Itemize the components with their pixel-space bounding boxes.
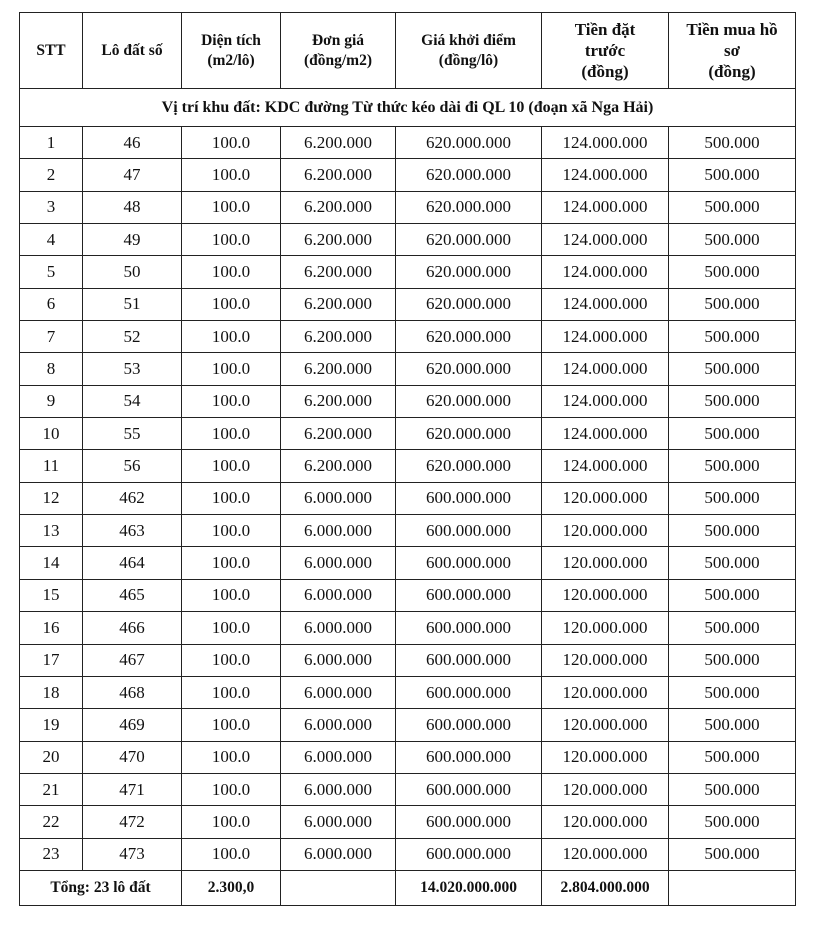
cell-deposit: 124.000.000 — [542, 288, 669, 320]
cell-deposit: 124.000.000 — [542, 127, 669, 159]
cell-dossier-fee: 500.000 — [669, 353, 796, 385]
cell-start-price: 600.000.000 — [396, 806, 542, 838]
cell-stt: 8 — [20, 353, 83, 385]
cell-area: 100.0 — [182, 547, 281, 579]
cell-start-price: 600.000.000 — [396, 773, 542, 805]
cell-start-price: 620.000.000 — [396, 385, 542, 417]
cell-area: 100.0 — [182, 806, 281, 838]
cell-deposit: 120.000.000 — [542, 579, 669, 611]
cell-stt: 11 — [20, 450, 83, 482]
cell-start-price: 600.000.000 — [396, 547, 542, 579]
cell-start-price: 620.000.000 — [396, 418, 542, 450]
cell-area: 100.0 — [182, 385, 281, 417]
table-row — [20, 385, 796, 417]
table-row — [20, 256, 796, 288]
cell-area: 100.0 — [182, 191, 281, 223]
cell-unit-price: 6.000.000 — [281, 676, 396, 708]
cell-deposit: 124.000.000 — [542, 159, 669, 191]
table-row — [20, 547, 796, 579]
cell-lot-number: 51 — [83, 288, 182, 320]
cell-area: 100.0 — [182, 515, 281, 547]
header-start-price: Giá khởi điểm (đồng/lô) — [396, 13, 542, 89]
cell-unit-price: 6.200.000 — [281, 288, 396, 320]
cell-deposit: 120.000.000 — [542, 676, 669, 708]
cell-start-price: 600.000.000 — [396, 838, 542, 870]
cell-stt: 19 — [20, 709, 83, 741]
table-row — [20, 806, 796, 838]
cell-lot-number: 49 — [83, 224, 182, 256]
cell-start-price: 600.000.000 — [396, 515, 542, 547]
cell-stt: 18 — [20, 676, 83, 708]
cell-dossier-fee: 500.000 — [669, 159, 796, 191]
header-deposit: Tiền đặt trước (đồng) — [542, 13, 669, 89]
cell-area: 100.0 — [182, 127, 281, 159]
cell-deposit: 124.000.000 — [542, 256, 669, 288]
cell-unit-price: 6.200.000 — [281, 256, 396, 288]
cell-stt: 6 — [20, 288, 83, 320]
cell-dossier-fee: 500.000 — [669, 127, 796, 159]
table-row — [20, 838, 796, 870]
table-row — [20, 224, 796, 256]
cell-lot-number: 472 — [83, 806, 182, 838]
table-row — [20, 127, 796, 159]
cell-area: 100.0 — [182, 741, 281, 773]
table-row — [20, 450, 796, 482]
cell-start-price: 620.000.000 — [396, 321, 542, 353]
table-row — [20, 418, 796, 450]
cell-area: 100.0 — [182, 644, 281, 676]
cell-start-price: 600.000.000 — [396, 482, 542, 514]
table-row — [20, 288, 796, 320]
cell-stt: 10 — [20, 418, 83, 450]
cell-lot-number: 52 — [83, 321, 182, 353]
cell-dossier-fee: 500.000 — [669, 385, 796, 417]
table-row — [20, 676, 796, 708]
cell-deposit: 120.000.000 — [542, 806, 669, 838]
cell-lot-number: 50 — [83, 256, 182, 288]
cell-stt: 17 — [20, 644, 83, 676]
table-row — [20, 709, 796, 741]
cell-dossier-fee: 500.000 — [669, 773, 796, 805]
cell-stt: 3 — [20, 191, 83, 223]
cell-start-price: 620.000.000 — [396, 288, 542, 320]
cell-unit-price: 6.000.000 — [281, 612, 396, 644]
cell-start-price: 600.000.000 — [396, 676, 542, 708]
cell-unit-price: 6.200.000 — [281, 353, 396, 385]
cell-dossier-fee: 500.000 — [669, 321, 796, 353]
cell-area: 100.0 — [182, 482, 281, 514]
cell-unit-price: 6.000.000 — [281, 709, 396, 741]
cell-unit-price: 6.200.000 — [281, 224, 396, 256]
cell-unit-price: 6.000.000 — [281, 579, 396, 611]
section-row — [20, 89, 796, 127]
cell-unit-price: 6.000.000 — [281, 547, 396, 579]
cell-deposit: 120.000.000 — [542, 482, 669, 514]
cell-stt: 9 — [20, 385, 83, 417]
table-row — [20, 579, 796, 611]
cell-dossier-fee: 500.000 — [669, 676, 796, 708]
cell-lot-number: 46 — [83, 127, 182, 159]
cell-stt: 14 — [20, 547, 83, 579]
table-row — [20, 191, 796, 223]
header-stt: STT — [20, 13, 83, 89]
cell-deposit: 124.000.000 — [542, 450, 669, 482]
cell-stt: 7 — [20, 321, 83, 353]
cell-area: 100.0 — [182, 838, 281, 870]
cell-start-price: 620.000.000 — [396, 353, 542, 385]
cell-unit-price: 6.200.000 — [281, 191, 396, 223]
cell-area: 100.0 — [182, 579, 281, 611]
header-lot-number: Lô đất số — [83, 13, 182, 89]
cell-lot-number: 463 — [83, 515, 182, 547]
table-row — [20, 773, 796, 805]
header-area: Diện tích (m2/lô) — [182, 13, 281, 89]
cell-lot-number: 468 — [83, 676, 182, 708]
cell-dossier-fee: 500.000 — [669, 709, 796, 741]
cell-start-price: 600.000.000 — [396, 709, 542, 741]
cell-unit-price: 6.000.000 — [281, 515, 396, 547]
cell-start-price: 620.000.000 — [396, 127, 542, 159]
cell-dossier-fee: 500.000 — [669, 644, 796, 676]
cell-deposit: 120.000.000 — [542, 612, 669, 644]
cell-dossier-fee: 500.000 — [669, 482, 796, 514]
cell-area: 100.0 — [182, 612, 281, 644]
cell-start-price: 620.000.000 — [396, 159, 542, 191]
table-row — [20, 321, 796, 353]
cell-start-price: 600.000.000 — [396, 612, 542, 644]
cell-deposit: 124.000.000 — [542, 321, 669, 353]
cell-lot-number: 470 — [83, 741, 182, 773]
cell-deposit: 120.000.000 — [542, 838, 669, 870]
cell-deposit: 120.000.000 — [542, 773, 669, 805]
total-deposit: 2.804.000.000 — [542, 871, 669, 906]
cell-area: 100.0 — [182, 773, 281, 805]
cell-deposit: 120.000.000 — [542, 741, 669, 773]
cell-dossier-fee: 500.000 — [669, 288, 796, 320]
cell-deposit: 124.000.000 — [542, 418, 669, 450]
cell-stt: 22 — [20, 806, 83, 838]
cell-dossier-fee: 500.000 — [669, 256, 796, 288]
cell-dossier-fee: 500.000 — [669, 579, 796, 611]
cell-unit-price: 6.200.000 — [281, 127, 396, 159]
header-unit-price: Đơn giá (đồng/m2) — [281, 13, 396, 89]
table-row — [20, 482, 796, 514]
cell-stt: 16 — [20, 612, 83, 644]
header-row — [20, 13, 796, 89]
cell-area: 100.0 — [182, 709, 281, 741]
header-dossier-fee: Tiền mua hồ sơ (đồng) — [669, 13, 796, 89]
cell-unit-price: 6.200.000 — [281, 321, 396, 353]
cell-area: 100.0 — [182, 159, 281, 191]
cell-dossier-fee: 500.000 — [669, 191, 796, 223]
cell-unit-price: 6.200.000 — [281, 450, 396, 482]
cell-dossier-fee: 500.000 — [669, 612, 796, 644]
cell-stt: 2 — [20, 159, 83, 191]
cell-start-price: 620.000.000 — [396, 191, 542, 223]
cell-lot-number: 467 — [83, 644, 182, 676]
cell-unit-price: 6.000.000 — [281, 838, 396, 870]
table-row — [20, 612, 796, 644]
cell-lot-number: 55 — [83, 418, 182, 450]
cell-area: 100.0 — [182, 450, 281, 482]
cell-deposit: 120.000.000 — [542, 644, 669, 676]
cell-stt: 15 — [20, 579, 83, 611]
cell-deposit: 124.000.000 — [542, 224, 669, 256]
cell-lot-number: 471 — [83, 773, 182, 805]
cell-start-price: 620.000.000 — [396, 450, 542, 482]
cell-area: 100.0 — [182, 288, 281, 320]
cell-unit-price: 6.200.000 — [281, 418, 396, 450]
total-row — [20, 871, 796, 906]
cell-stt: 12 — [20, 482, 83, 514]
cell-lot-number: 465 — [83, 579, 182, 611]
cell-stt: 4 — [20, 224, 83, 256]
cell-deposit: 120.000.000 — [542, 515, 669, 547]
section-title: Vị trí khu đất: KDC đường Từ thức kéo dài đi QL 10 (đoạn xã Nga Hải) — [20, 89, 796, 127]
cell-lot-number: 54 — [83, 385, 182, 417]
cell-dossier-fee: 500.000 — [669, 806, 796, 838]
cell-unit-price: 6.000.000 — [281, 741, 396, 773]
cell-lot-number: 48 — [83, 191, 182, 223]
cell-stt: 13 — [20, 515, 83, 547]
cell-stt: 1 — [20, 127, 83, 159]
cell-unit-price: 6.000.000 — [281, 773, 396, 805]
cell-stt: 20 — [20, 741, 83, 773]
cell-deposit: 120.000.000 — [542, 547, 669, 579]
cell-area: 100.0 — [182, 676, 281, 708]
cell-start-price: 600.000.000 — [396, 579, 542, 611]
cell-lot-number: 47 — [83, 159, 182, 191]
cell-deposit: 124.000.000 — [542, 191, 669, 223]
cell-dossier-fee: 500.000 — [669, 418, 796, 450]
cell-unit-price: 6.000.000 — [281, 806, 396, 838]
cell-unit-price: 6.200.000 — [281, 385, 396, 417]
cell-lot-number: 53 — [83, 353, 182, 385]
cell-dossier-fee: 500.000 — [669, 450, 796, 482]
cell-lot-number: 56 — [83, 450, 182, 482]
total-label: Tổng: 23 lô đất — [20, 871, 182, 906]
cell-area: 100.0 — [182, 418, 281, 450]
cell-dossier-fee: 500.000 — [669, 547, 796, 579]
cell-stt: 5 — [20, 256, 83, 288]
cell-lot-number: 469 — [83, 709, 182, 741]
cell-deposit: 120.000.000 — [542, 709, 669, 741]
cell-deposit: 124.000.000 — [542, 353, 669, 385]
total-unit-price — [281, 871, 396, 906]
cell-dossier-fee: 500.000 — [669, 515, 796, 547]
total-dossier-fee — [669, 871, 796, 906]
cell-area: 100.0 — [182, 224, 281, 256]
cell-lot-number: 464 — [83, 547, 182, 579]
total-area: 2.300,0 — [182, 871, 281, 906]
cell-lot-number: 473 — [83, 838, 182, 870]
table-row — [20, 644, 796, 676]
cell-dossier-fee: 500.000 — [669, 741, 796, 773]
table-row — [20, 159, 796, 191]
total-start-price: 14.020.000.000 — [396, 871, 542, 906]
cell-start-price: 600.000.000 — [396, 741, 542, 773]
auction-lot-table — [19, 12, 796, 906]
cell-area: 100.0 — [182, 321, 281, 353]
cell-unit-price: 6.000.000 — [281, 482, 396, 514]
table-row — [20, 741, 796, 773]
table-row — [20, 353, 796, 385]
cell-start-price: 620.000.000 — [396, 224, 542, 256]
cell-lot-number: 466 — [83, 612, 182, 644]
cell-area: 100.0 — [182, 353, 281, 385]
cell-stt: 23 — [20, 838, 83, 870]
cell-start-price: 600.000.000 — [396, 644, 542, 676]
cell-start-price: 620.000.000 — [396, 256, 542, 288]
cell-deposit: 124.000.000 — [542, 385, 669, 417]
cell-lot-number: 462 — [83, 482, 182, 514]
table-body — [20, 127, 796, 871]
cell-unit-price: 6.200.000 — [281, 159, 396, 191]
cell-stt: 21 — [20, 773, 83, 805]
cell-area: 100.0 — [182, 256, 281, 288]
cell-unit-price: 6.000.000 — [281, 644, 396, 676]
cell-dossier-fee: 500.000 — [669, 838, 796, 870]
cell-dossier-fee: 500.000 — [669, 224, 796, 256]
table-row — [20, 515, 796, 547]
